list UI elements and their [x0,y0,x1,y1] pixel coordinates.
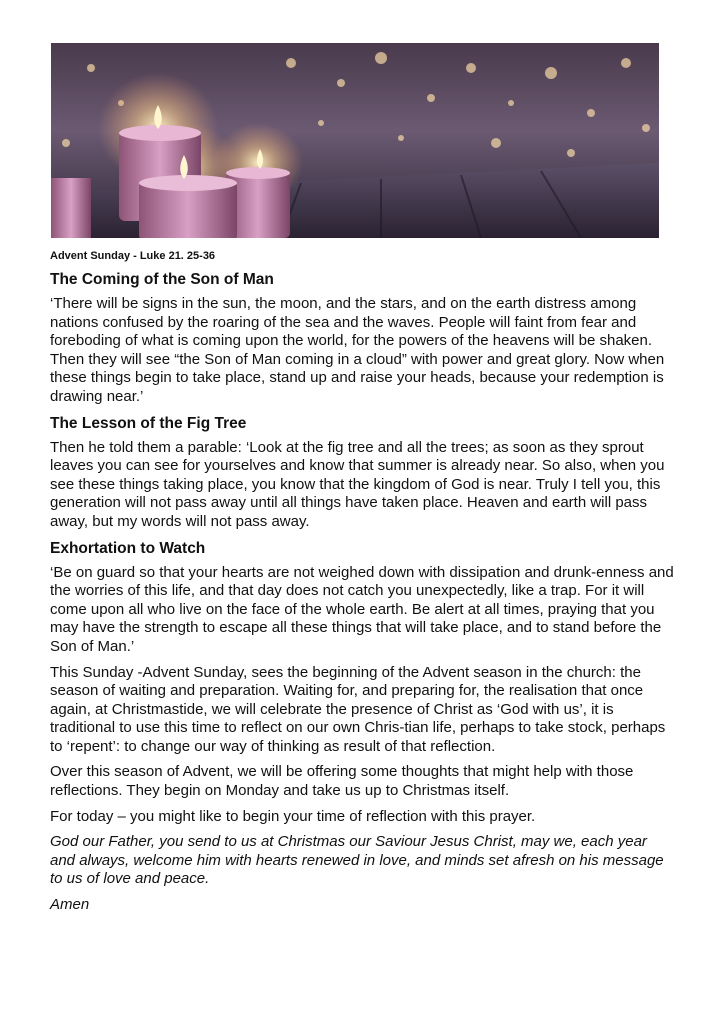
season-paragraph: Over this season of Advent, we will be offering some thoughts that might help with those reflections. They begin on Monday and take us up to Christmas itself. [50,763,634,800]
section-text: ‘Be on guard so that your hearts are not weighed down with dissipation and drunk-enness and the worries of this life, and that day does not catch you unexpectedly, like a trap. For it will come upon all who live on the face of the whole earth. Be alert at all times, praying that you may have the strength to escape all these things that will take place, and to stand before the Son of Man.’ [50,563,674,655]
amen-text: Amen [50,896,90,914]
prayer-text: God our Father, you send to us at Christmas our Saviour Jesus Christ, may we, each year and always, welcome him with hearts renewed in love, and minds set afresh on his message to us of love and peace. [50,833,664,888]
today-paragraph: For today – you might like to begin your time of reflection with this prayer. [50,807,536,825]
document-body [50,250,676,922]
section-heading: The Lesson of the Fig Tree [50,414,247,432]
section-heading: Exhortation to Watch [50,539,206,557]
section-text: Then he told them a parable: ‘Look at the fig tree and all the trees; as soon as they sprout leaves you can see for yourselves and know that summer is already near. So also, when you see these things taking place, you know that the kingdom of God is near. Truly I tell you, this generation will not pass away until all things have taken place. Heaven and earth will pass away, but my words will not pass away. [50,438,665,530]
candles-illustration [51,43,659,238]
scripture-reference: Advent Sunday - Luke 21. 25-36 [50,250,216,262]
section-text: ‘There will be signs in the sun, the moon, and the stars, and on the earth distress among nations confused by the roaring of the sea and the waves. People will faint from fear and foreboding of what is coming upon the world, for the powers of the heavens will be shaken. Then they will see “the Son of Man coming in a cloud” with power and great glory. Now when these things begin to take place, stand up and raise your heads, because your redemption is drawing near.’ [50,295,665,405]
advent-candles-image [51,43,659,238]
intro-paragraph: This Sunday -Advent Sunday, sees the beginning of the Advent season in the church: the season of waiting and preparation. Waiting for, and preparing for, the realisation that once again, at Christmastide, we will celebrate the presence of Christ as ‘God with us’, it is traditional to use this time to reflect on our own Chris-tian life, perhaps to take stock, perhaps to ‘repent’: to change our way of thinking as result of that reflection. [50,663,666,755]
section-heading: The Coming of the Son of Man [50,271,274,288]
